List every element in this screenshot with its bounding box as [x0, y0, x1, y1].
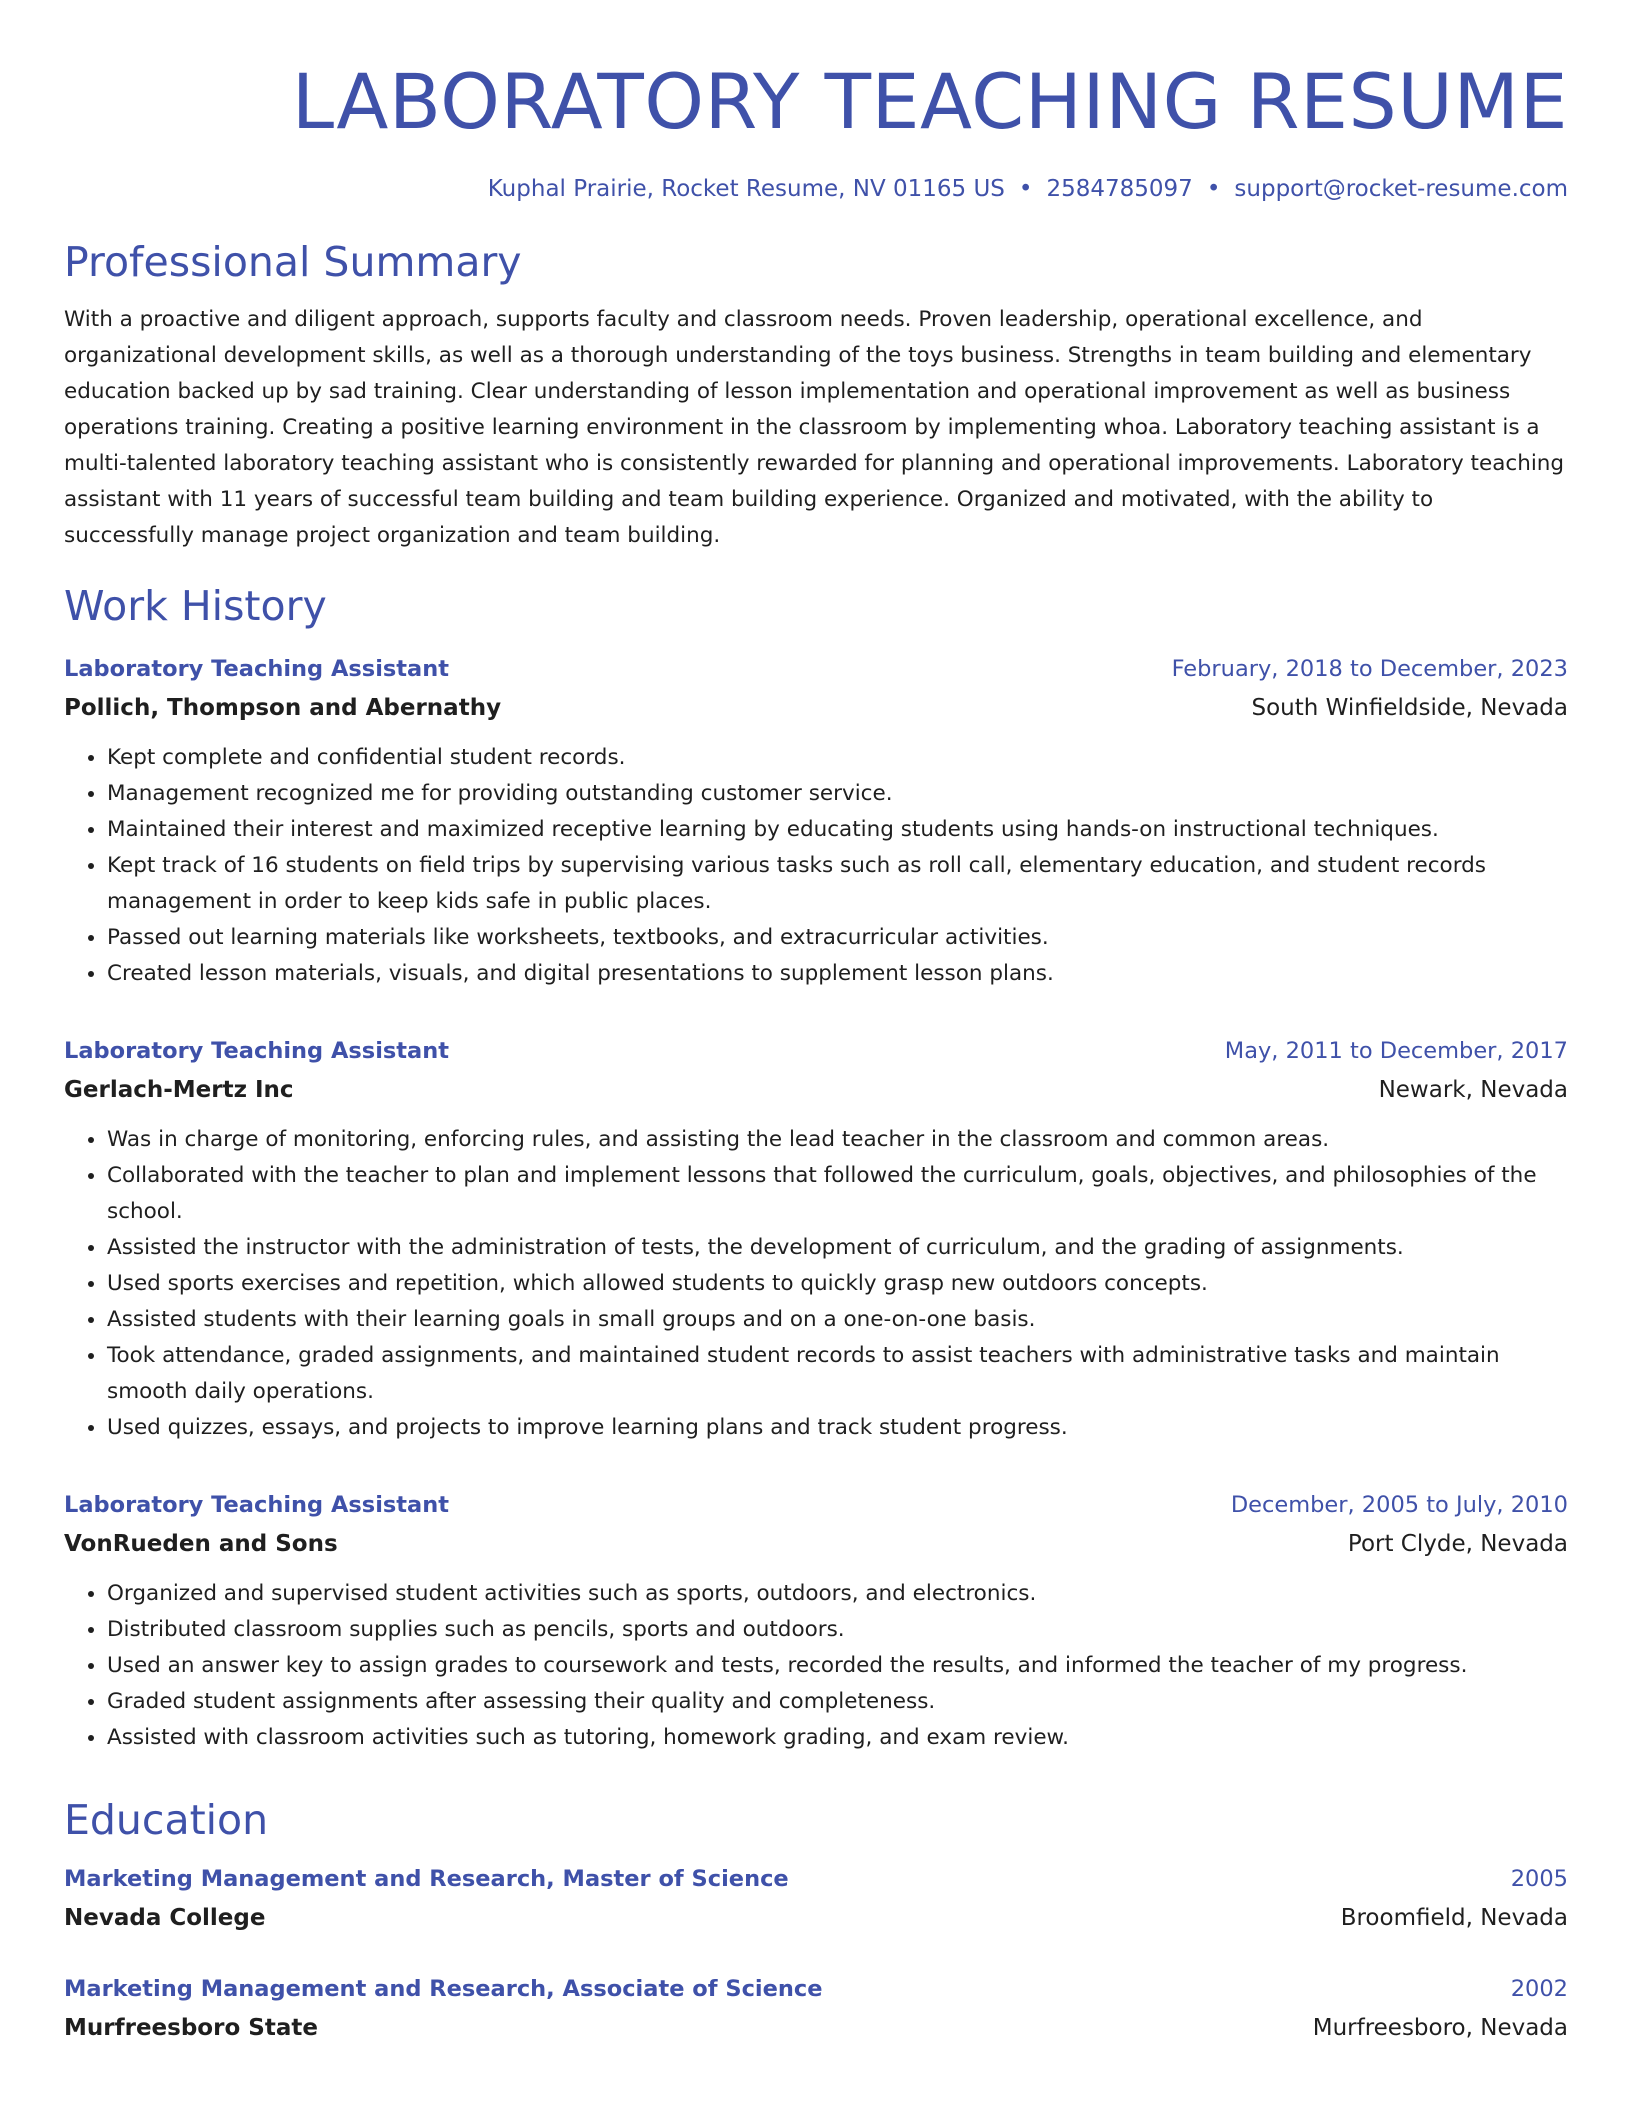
education-location: Broomfield, Nevada [1340, 1905, 1568, 1931]
job-location: Port Clyde, Nevada [1347, 1531, 1568, 1557]
job-employer-row [64, 1070, 1568, 1110]
education-school: Nevada College [64, 1905, 266, 1931]
contact-separator: • [1206, 176, 1221, 202]
contact-line [64, 174, 1568, 204]
job-title-row [64, 650, 1568, 688]
job-bullets [64, 1576, 1568, 1756]
job-dates: December, 2005 to July, 2010 [1230, 1492, 1568, 1518]
job-employer-row [64, 688, 1568, 728]
education-entry [64, 1860, 1568, 1938]
contact-email: support@rocket-resume.com [1234, 176, 1568, 202]
job-bullet: • Took attendance, graded assignments, and maintained student records to assist teachers with administrative tasks and maintain smooth daily operations. [107, 1338, 1568, 1410]
job-bullet: • Maintained their interest and maximized receptive learning by educating students using hands-on instructional techniques. [107, 812, 1568, 848]
job-bullet: • Assisted students with their learning goals in small groups and on a one-on-one basis. [107, 1302, 1568, 1338]
job-bullet: • Used an answer key to assign grades to coursework and tests, recorded the results, and informed the teacher of my progress. [107, 1648, 1568, 1684]
job-bullet: • Kept track of 16 students on field trips by supervising various tasks such as roll call, elementary education, and student records management in order to keep kids safe in public places. [107, 848, 1568, 920]
job-entry [64, 1032, 1568, 1446]
education-school-row [64, 2008, 1568, 2048]
job-bullet: • Distributed classroom supplies such as pencils, sports and outdoors. [107, 1612, 1568, 1648]
job-dates: May, 2011 to December, 2017 [1224, 1038, 1568, 1064]
contact-phone: 2584785097 [1046, 176, 1193, 202]
summary-heading: Professional Summary [64, 238, 522, 286]
education-degree: Marketing Management and Research, Master of Science [64, 1866, 789, 1892]
education-year: 2005 [1510, 1866, 1568, 1892]
job-employer: Pollich, Thompson and Abernathy [64, 695, 502, 721]
job-bullet: • Graded student assignments after assessing their quality and completeness. [107, 1684, 1568, 1720]
education-degree: Marketing Management and Research, Associate of Science [64, 1976, 823, 2002]
education-heading: Education [64, 1796, 269, 1844]
job-bullet: • Kept complete and confidential student records. [107, 740, 1568, 776]
job-bullets [64, 740, 1568, 992]
job-bullets [64, 1122, 1568, 1446]
education-degree-row [64, 1860, 1568, 1898]
job-title: Laboratory Teaching Assistant [64, 656, 450, 682]
job-bullet: • Assisted with classroom activities such as tutoring, homework grading, and exam review. [107, 1720, 1568, 1756]
job-title: Laboratory Teaching Assistant [64, 1492, 450, 1518]
job-bullet: • Created lesson materials, visuals, and digital presentations to supplement lesson plans. [107, 956, 1568, 992]
job-title: Laboratory Teaching Assistant [64, 1038, 450, 1064]
job-employer: Gerlach-Mertz Inc [64, 1077, 294, 1103]
job-title-row [64, 1486, 1568, 1524]
job-entry [64, 1486, 1568, 1756]
contact-separator: • [1018, 176, 1033, 202]
contact-address: Kuphal Prairie, Rocket Resume, NV 01165 US [487, 176, 1005, 202]
job-bullet: • Organized and supervised student activities such as sports, outdoors, and electronics. [107, 1576, 1568, 1612]
education-school-row [64, 1898, 1568, 1938]
summary-text: With a proactive and diligent approach, supports faculty and classroom needs. Proven leadership, operational excellence, and organizational development skills, as well as a thorough understanding of the toys business. Strengths in team building and elementary education backed up by sad training. Clear understanding of lesson implementation and operational improvement as well as business operations training. Creating a positive learning environment in the classroom by implementing whoa. Laboratory teaching assistant is a multi-talented laboratory teaching assistant who is consistently rewarded for planning and operational improvements. Laboratory teaching assistant with 11 years of successful team building and team building experience. Organized and motivated, with the ability to successfully manage project organization and team building. [64, 307, 1565, 548]
education-school: Murfreesboro State [64, 2015, 318, 2041]
job-dates: February, 2018 to December, 2023 [1171, 656, 1568, 682]
job-bullet: • Collaborated with the teacher to plan and implement lessons that followed the curriculum, goals, objectives, and philosophies of the school. [107, 1158, 1568, 1230]
job-title-row [64, 1032, 1568, 1070]
job-bullet: • Management recognized me for providing outstanding customer service. [107, 776, 1568, 812]
job-employer-row [64, 1524, 1568, 1564]
education-degree-row [64, 1970, 1568, 2008]
job-location: Newark, Nevada [1378, 1077, 1568, 1103]
job-employer: VonRueden and Sons [64, 1531, 338, 1557]
job-bullet: • Assisted the instructor with the administration of tests, the development of curriculum, and the grading of assignments. [107, 1230, 1568, 1266]
job-bullet: • Was in charge of monitoring, enforcing rules, and assisting the lead teacher in the classroom and common areas. [107, 1122, 1568, 1158]
education-location: Murfreesboro, Nevada [1312, 2015, 1568, 2041]
job-bullet: • Used sports exercises and repetition, which allowed students to quickly grasp new outdoors concepts. [107, 1266, 1568, 1302]
job-location: South Winfieldside, Nevada [1251, 695, 1568, 721]
job-entry [64, 650, 1568, 992]
education-entry [64, 1970, 1568, 2048]
resume-title: LABORATORY TEACHING RESUME [291, 57, 1568, 146]
education-year: 2002 [1510, 1976, 1568, 2002]
resume-header [64, 56, 1568, 204]
job-bullet: • Passed out learning materials like worksheets, textbooks, and extracurricular activities. [107, 920, 1568, 956]
job-bullet: • Used quizzes, essays, and projects to improve learning plans and track student progress. [107, 1410, 1568, 1446]
work-history-heading: Work History [64, 582, 327, 630]
